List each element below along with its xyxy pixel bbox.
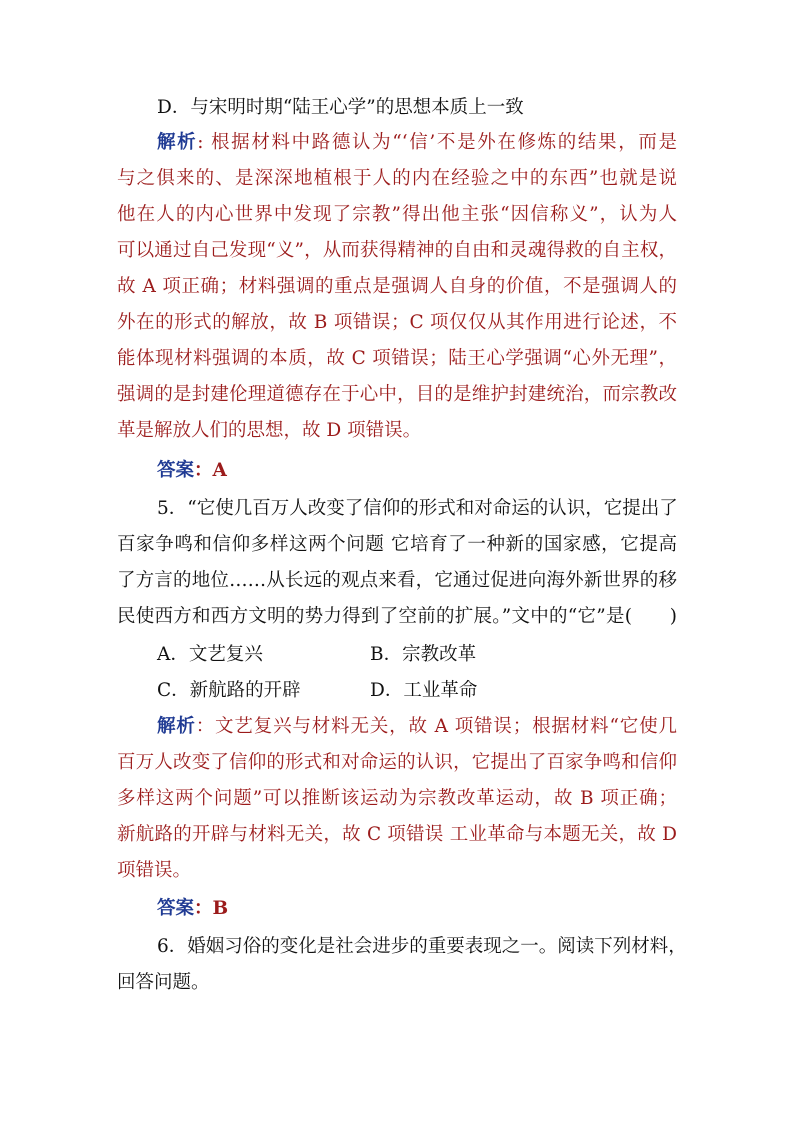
q4-analysis-text-2: 与之俱来的、是深深地植根于人的内在经验之中的东西”也就是说	[117, 168, 677, 189]
q5-option-a: A．文艺复兴	[157, 644, 263, 665]
q4-analysis-text-9: 革是解放人们的思想，故 D 项错误。	[117, 420, 422, 441]
q4-analysis-label: 解析	[157, 132, 198, 153]
q5-option-d-wrap	[370, 679, 670, 703]
q4-analysis-text-5: 故 A 项正确；材料强调的重点是强调人自身的价值，不是强调人的	[117, 276, 677, 297]
q4-analysis-text-1: : 根据材料中路德认为“‘信’不是外在修炼的结果，而是	[197, 132, 677, 153]
q5-analysis-text-1: ：文艺复兴与材料无关，故 A 项错误；根据材料“它使几	[195, 716, 677, 737]
q4-answer-value: ：A	[194, 460, 227, 481]
q5-analysis-label: 解析	[157, 716, 196, 737]
q4-analysis-line-1	[157, 131, 677, 155]
q5-analysis-line-5	[117, 859, 677, 883]
q5-stem-text-2: 百家争鸣和信仰多样这两个问题 它培育了一种新的国家感，它提高	[117, 534, 677, 555]
q4-answer	[157, 459, 677, 483]
q6-stem-text-2: 回答问题。	[117, 972, 210, 993]
q4-analysis-text-4: 可以通过自己发现“义”，从而获得精神的自由和灵魂得救的自主权，	[117, 240, 677, 261]
q5-answer-value: ：B	[194, 898, 229, 919]
q5-answer-label: 答案	[157, 898, 195, 919]
q5-option-d: D．工业革命	[370, 680, 478, 701]
q4-analysis-text-3: 他在人的内心世界中发现了宗教”得出他主张“因信称义”，认为人	[117, 204, 677, 225]
q5-stem-line-3	[117, 569, 677, 593]
q5-option-b: B．宗教改革	[370, 644, 477, 665]
q4-analysis-line-7	[117, 347, 677, 371]
q5-stem-line-2	[117, 533, 677, 557]
q5-analysis-line-4	[117, 823, 677, 847]
q5-answer	[157, 897, 677, 921]
q6-stem-line-2	[117, 971, 677, 995]
q4-analysis-text-8: 强调的是封建伦理道德存在于心中，目的是维护封建统治，而宗教改	[117, 384, 677, 405]
q5-analysis-line-2	[117, 751, 677, 775]
q5-option-b-wrap	[370, 643, 670, 667]
q4-option-d-text: D．与宋明时期“陆王心学”的思想本质上一致	[157, 97, 524, 118]
q5-stem-text-4: 民使西方和西方文明的势力得到了空前的扩展。”文中的“它”是( )	[117, 606, 677, 627]
q4-analysis-line-3	[117, 203, 677, 227]
q5-stem-text-3: 了方言的地位……从长远的观点来看，它通过促进向海外新世界的移	[117, 570, 677, 591]
q4-option-d	[157, 96, 677, 120]
q5-analysis-line-3	[117, 787, 677, 811]
q5-analysis-text-3: 多样这两个问题”可以推断该运动为宗教改革运动，故 B 项正确；	[117, 788, 677, 809]
q5-analysis-text-5: 项错误。	[117, 860, 192, 881]
q5-stem-text-1: 5．“它使几百万人改变了信仰的形式和对命运的认识，它提出了	[157, 498, 678, 519]
q4-analysis-line-6	[117, 311, 677, 335]
q4-analysis-line-2	[117, 167, 677, 191]
q6-stem-line-1	[157, 935, 687, 959]
q5-stem-line-4	[117, 605, 677, 629]
q5-option-c: C．新航路的开辟	[157, 680, 301, 701]
q5-analysis-text-2: 百万人改变了信仰的形式和对命运的认识，它提出了百家争鸣和信仰	[117, 752, 677, 773]
q5-stem-line-1	[157, 497, 677, 521]
q4-analysis-line-4	[117, 239, 677, 263]
q4-answer-label: 答案	[157, 460, 195, 481]
q5-analysis-line-1	[157, 715, 677, 739]
q5-analysis-text-4: 新航路的开辟与材料无关，故 C 项错误 工业革命与本题无关，故 D	[117, 824, 677, 845]
q4-analysis-text-6: 外在的形式的解放，故 B 项错误；C 项仅仅从其作用进行论述，不	[117, 312, 677, 333]
q4-analysis-line-5	[117, 275, 677, 299]
q6-stem-text-1: 6．婚姻习俗的变化是社会进步的重要表现之一。阅读下列材料，	[157, 936, 687, 957]
q4-analysis-line-9	[117, 419, 677, 443]
q4-analysis-line-8	[117, 383, 677, 407]
q4-analysis-text-7: 能体现材料强调的本质，故 C 项错误；陆王心学强调“心外无理”，	[117, 348, 677, 369]
